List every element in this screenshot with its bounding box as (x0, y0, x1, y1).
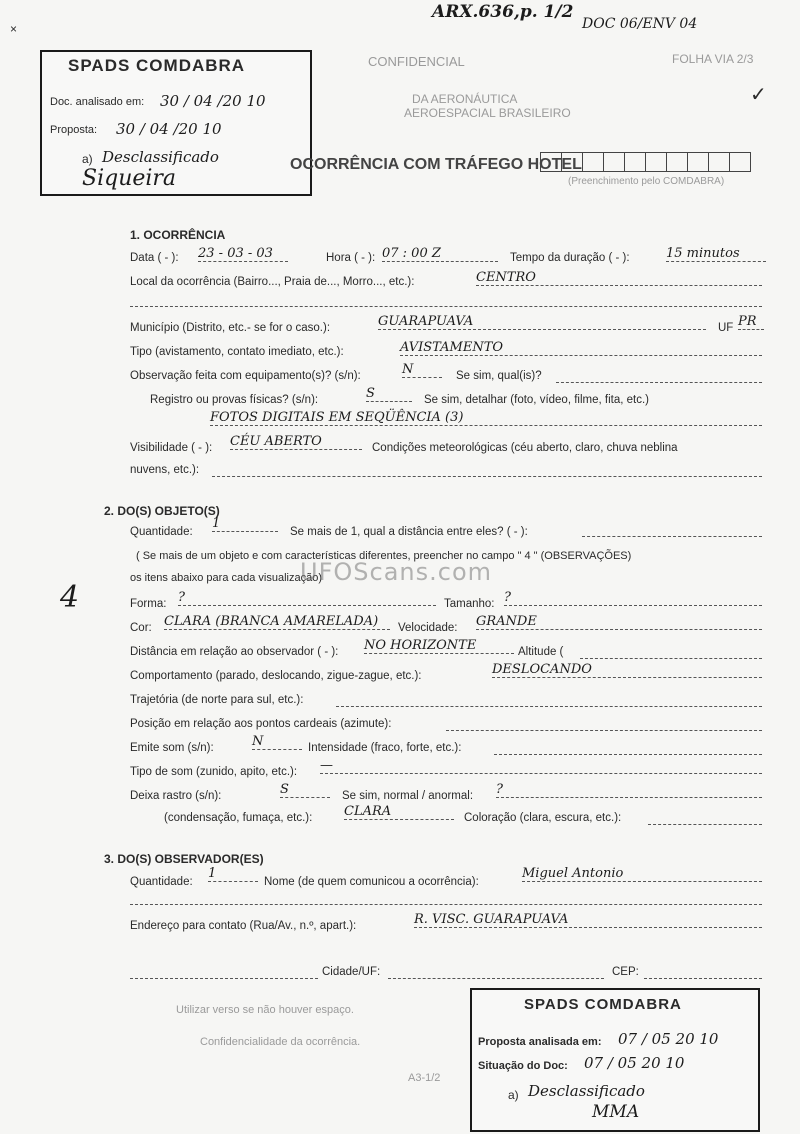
check-mark-icon: ✓ (750, 84, 767, 106)
velocidade-value: GRANDE (476, 614, 762, 630)
section3-heading: 3. DO(S) OBSERVADOR(ES) (104, 852, 264, 866)
endereco-label: Endereço para contato (Rua/Av., n.º, apart.): (130, 920, 357, 932)
cep-label: CEP: (612, 966, 639, 978)
emite-som-label: Emite som (s/n): (130, 742, 214, 754)
nome-extra-line (130, 904, 762, 905)
watermark: UFOScans.com (300, 558, 492, 586)
form-title-note: (Preenchimento pelo COMDABRA) (568, 176, 725, 187)
stamp-bottom-prop-label: Proposta analisada em: (478, 1036, 602, 1048)
stamp-top-prop-label: Proposta: (50, 124, 98, 136)
nuvens-line (212, 476, 762, 477)
altitude-line (580, 658, 762, 659)
margin-mark-icon: × (10, 22, 18, 36)
coloracao-line (648, 824, 762, 825)
footnote-2: Confidencialidade da ocorrência. (200, 1036, 361, 1048)
stamp-bottom-prop-value: 07 / 05 20 10 (618, 1030, 719, 1048)
tipo-som-label: Tipo de som (zunido, apito, etc.): (130, 766, 298, 778)
margin-annotation: 4 (60, 580, 80, 615)
stamp-top-a-label: a) (82, 152, 93, 166)
tipo-value: AVISTAMENTO (400, 340, 762, 356)
hora-label: Hora ( - ): (326, 252, 376, 264)
stamp-bottom-signature: MMA (592, 1102, 640, 1122)
comportamento-value: DESLOCANDO (492, 662, 762, 678)
archive-reference: ARX.636,p. 1/2 (432, 2, 574, 22)
stamp-top-prop-value: 30 / 04 /20 10 (116, 120, 222, 138)
stamp-top (40, 50, 312, 196)
stamp-top-title: SPADS COMDABRA (68, 56, 246, 75)
distancia-obs-value: NO HORIZONTE (364, 638, 514, 654)
velocidade-label: Velocidade: (398, 622, 458, 634)
detalhar-label: Se sim, detalhar (foto, vídeo, filme, fita, etc.) (424, 394, 649, 406)
nuvens-label: nuvens, etc.): (130, 464, 200, 476)
condensacao-label: (condensação, fumaça, etc.): (164, 812, 313, 824)
municipio-label: Município (Distrito, etc.- se for o caso.): (130, 322, 331, 334)
stamp-bottom-a-value: Desclassificado (528, 1082, 645, 1100)
doc-reference: DOC 06/ENV 04 (582, 16, 698, 32)
stamp-bottom-sit-value: 07 / 05 20 10 (584, 1054, 685, 1072)
data-label: Data ( - ): (130, 252, 179, 264)
bairro-line (130, 978, 318, 979)
form-title: OCORRÊNCIA COM TRÁFEGO HOTEL (290, 156, 582, 173)
deixa-rastro-value: S (280, 782, 330, 798)
stamp-bottom-title: SPADS COMDABRA (524, 996, 682, 1013)
section1-heading: 1. OCORRÊNCIA (130, 228, 226, 242)
nome-value: Miguel Antonio (522, 866, 762, 882)
footnote-1: Utilizar verso se não houver espaço. (176, 1004, 354, 1016)
municipio-value: GUARAPUAVA (378, 314, 706, 330)
trajetoria-label: Trajetória (de norte para sul, etc.): (130, 694, 304, 706)
data-value: 23 - 03 - 03 (198, 246, 288, 262)
tipo-label: Tipo (avistamento, contato imediato, etc.): (130, 346, 344, 358)
header-confidential: CONFIDENCIAL (368, 54, 465, 69)
qual-label: Se sim, qual(is)? (456, 370, 542, 382)
trajetoria-line (336, 706, 762, 707)
obs-quant-label: Quantidade: (130, 876, 193, 888)
registro-value: S (366, 386, 412, 402)
stamp-top-doc-value: 30 / 04 /20 10 (160, 92, 266, 110)
uf-label: UF (718, 322, 734, 334)
dist-entre-line (582, 536, 762, 537)
cor-label: Cor: (130, 622, 152, 634)
detalhar-value: FOTOS DIGITAIS EM SEQÜÊNCIA (3) (210, 410, 762, 426)
forma-value: ? (178, 590, 436, 606)
stamp-bottom (470, 988, 760, 1132)
endereco-value: R. VISC. GUARAPUAVA (414, 912, 762, 928)
registro-label: Registro ou provas físicas? (s/n): (150, 394, 319, 406)
cep-line (644, 978, 762, 979)
qual-line (556, 382, 762, 383)
forma-label: Forma: (130, 598, 167, 610)
page-number: A3-1/2 (408, 1072, 441, 1084)
intensidade-label: Intensidade (fraco, forte, etc.): (308, 742, 462, 754)
stamp-bottom-a-label: a) (508, 1088, 519, 1102)
ministry-line1: DA AERONÁUTICA (412, 92, 518, 106)
cor-value: CLARA (BRANCA AMARELADA) (164, 614, 390, 630)
comportamento-label: Comportamento (parado, deslocando, zigue-zague, etc.): (130, 670, 422, 682)
header-right: FOLHA VIA 2/3 (672, 52, 754, 66)
obs-value: N (402, 362, 442, 378)
ministry-line2: AEROESPACIAL BRASILEIRO (404, 106, 571, 120)
nome-label: Nome (de quem comunicou a ocorrência): (264, 876, 479, 888)
tempo-value: 15 minutos (666, 246, 766, 262)
stamp-top-a-value: Desclassificado (102, 148, 219, 166)
hora-value: 07 : 00 Z (382, 246, 498, 262)
deixa-rastro-label: Deixa rastro (s/n): (130, 790, 222, 802)
obs-label: Observação feita com equipamento(s)? (s/n): (130, 370, 361, 382)
note-line2: os itens abaixo para cada visualização) (130, 572, 323, 584)
tamanho-value: ? (504, 590, 762, 606)
tipo-som-value: — (320, 758, 762, 774)
local-label: Local da ocorrência (Bairro..., Praia de..., Morro..., etc.): (130, 276, 415, 288)
tamanho-label: Tamanho: (444, 598, 495, 610)
tempo-label: Tempo da duração ( - ): (510, 252, 630, 264)
section2-heading: 2. DO(S) OBJETO(S) (104, 504, 220, 518)
local-value: CENTRO (476, 270, 762, 286)
uf-value: PR (738, 314, 764, 330)
stamp-top-signature: Siqueira (82, 166, 177, 191)
quant-label: Quantidade: (130, 526, 193, 538)
note-line1: ( Se mais de um objeto e com características diferentes, preencher no campo " 4 " (OBSERVAÇÕES) (136, 550, 632, 562)
condicoes-label: Condições meteorológicas (céu aberto, claro, chuva neblina (372, 442, 678, 454)
posicao-label: Posição em relação aos pontos cardeais (azimute): (130, 718, 392, 730)
normal-value: ? (496, 782, 762, 798)
cidade-label: Cidade/UF: (322, 966, 381, 978)
control-number-boxes (540, 152, 751, 172)
coloracao-label: Coloração (clara, escura, etc.): (464, 812, 622, 824)
altitude-label: Altitude ( (518, 646, 564, 658)
cidade-line (388, 978, 604, 979)
local-extra-line (130, 306, 762, 307)
visibilidade-value: CÉU ABERTO (230, 434, 362, 450)
obs-quant-value: 1 (208, 866, 258, 882)
dist-entre-label: Se mais de 1, qual a distância entre eles? ( - ): (290, 526, 528, 538)
normal-label: Se sim, normal / anormal: (342, 790, 474, 802)
visibilidade-label: Visibilidade ( - ): (130, 442, 213, 454)
intensidade-line (494, 754, 762, 755)
stamp-top-doc-label: Doc. analisado em: (50, 96, 145, 108)
posicao-line (446, 730, 762, 731)
condensacao-value: CLARA (344, 804, 454, 820)
stamp-bottom-sit-label: Situação do Doc: (478, 1060, 568, 1072)
distancia-obs-label: Distância em relação ao observador ( - ): (130, 646, 339, 658)
emite-som-value: N (252, 734, 302, 750)
quant-value: 1 (212, 516, 278, 532)
